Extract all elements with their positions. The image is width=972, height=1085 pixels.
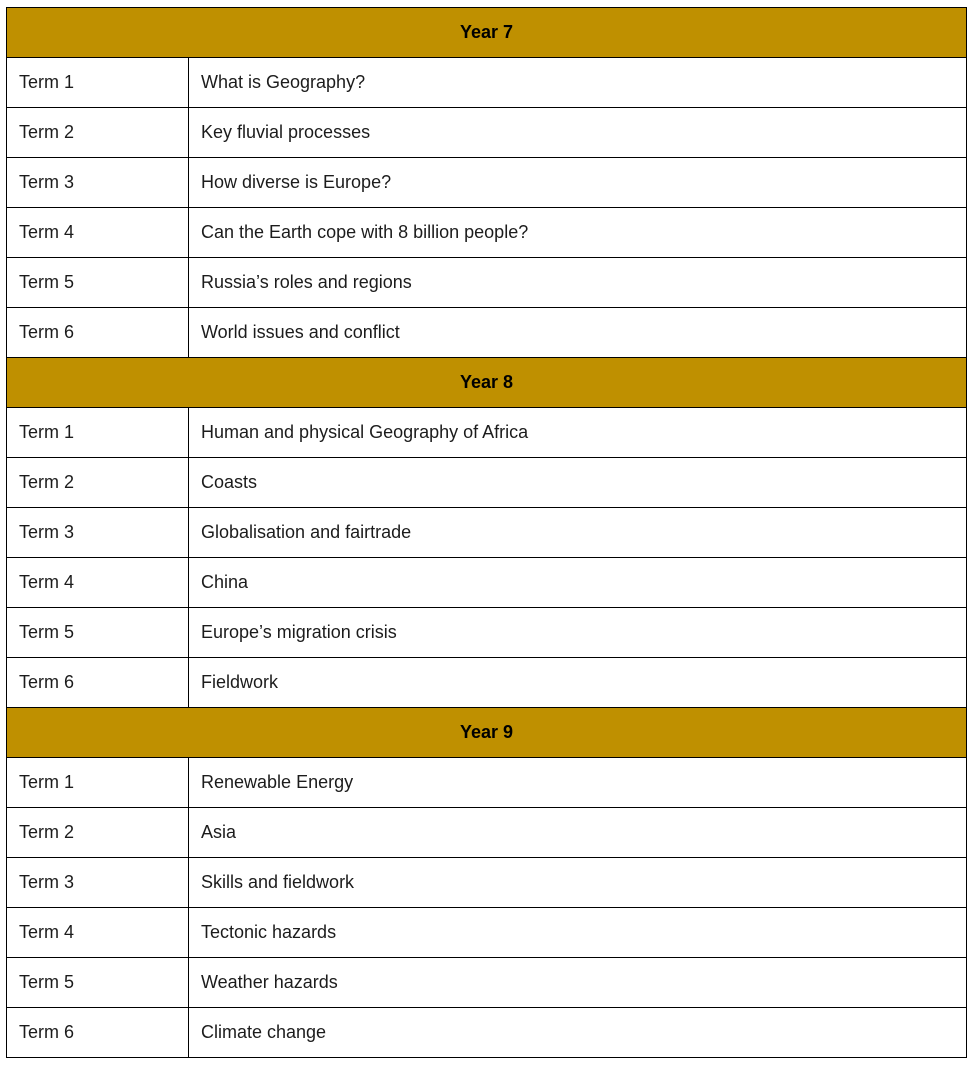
table-row [7, 608, 967, 658]
table-row [7, 808, 967, 858]
topic-cell: Weather hazards [189, 958, 967, 1008]
table-row [7, 308, 967, 358]
term-cell: Term 1 [7, 408, 189, 458]
term-cell: Term 4 [7, 558, 189, 608]
topic-cell: Renewable Energy [189, 758, 967, 808]
table-row [7, 658, 967, 708]
table-row [7, 958, 967, 1008]
year-heading: Year 7 [7, 8, 967, 58]
term-cell: Term 5 [7, 958, 189, 1008]
table-row [7, 258, 967, 308]
topic-cell: Skills and fieldwork [189, 858, 967, 908]
table-row [7, 458, 967, 508]
topic-cell: Russia’s roles and regions [189, 258, 967, 308]
topic-cell: What is Geography? [189, 58, 967, 108]
table-row [7, 58, 967, 108]
year-header-row [7, 358, 967, 408]
topic-cell: Key fluvial processes [189, 108, 967, 158]
table-row [7, 1008, 967, 1058]
year-header-row [7, 8, 967, 58]
year-heading: Year 9 [7, 708, 967, 758]
term-cell: Term 2 [7, 808, 189, 858]
topic-cell: Human and physical Geography of Africa [189, 408, 967, 458]
year-header-row [7, 708, 967, 758]
curriculum-sheet [6, 7, 966, 1058]
table-row [7, 908, 967, 958]
term-cell: Term 3 [7, 158, 189, 208]
term-cell: Term 3 [7, 858, 189, 908]
table-row [7, 558, 967, 608]
table-row [7, 158, 967, 208]
table-row [7, 858, 967, 908]
topic-cell: Tectonic hazards [189, 908, 967, 958]
term-cell: Term 3 [7, 508, 189, 558]
term-cell: Term 4 [7, 908, 189, 958]
table-row [7, 758, 967, 808]
table-row [7, 508, 967, 558]
topic-cell: China [189, 558, 967, 608]
term-cell: Term 1 [7, 758, 189, 808]
table-row [7, 208, 967, 258]
topic-cell: World issues and conflict [189, 308, 967, 358]
term-cell: Term 5 [7, 608, 189, 658]
year-heading: Year 8 [7, 358, 967, 408]
term-cell: Term 2 [7, 108, 189, 158]
topic-cell: How diverse is Europe? [189, 158, 967, 208]
term-cell: Term 6 [7, 658, 189, 708]
term-cell: Term 2 [7, 458, 189, 508]
topic-cell: Asia [189, 808, 967, 858]
topic-cell: Europe’s migration crisis [189, 608, 967, 658]
topic-cell: Fieldwork [189, 658, 967, 708]
table-row [7, 108, 967, 158]
topic-cell: Coasts [189, 458, 967, 508]
term-cell: Term 6 [7, 1008, 189, 1058]
curriculum-table [6, 7, 967, 1058]
term-cell: Term 4 [7, 208, 189, 258]
term-cell: Term 1 [7, 58, 189, 108]
topic-cell: Climate change [189, 1008, 967, 1058]
term-cell: Term 5 [7, 258, 189, 308]
topic-cell: Globalisation and fairtrade [189, 508, 967, 558]
table-row [7, 408, 967, 458]
topic-cell: Can the Earth cope with 8 billion people? [189, 208, 967, 258]
term-cell: Term 6 [7, 308, 189, 358]
